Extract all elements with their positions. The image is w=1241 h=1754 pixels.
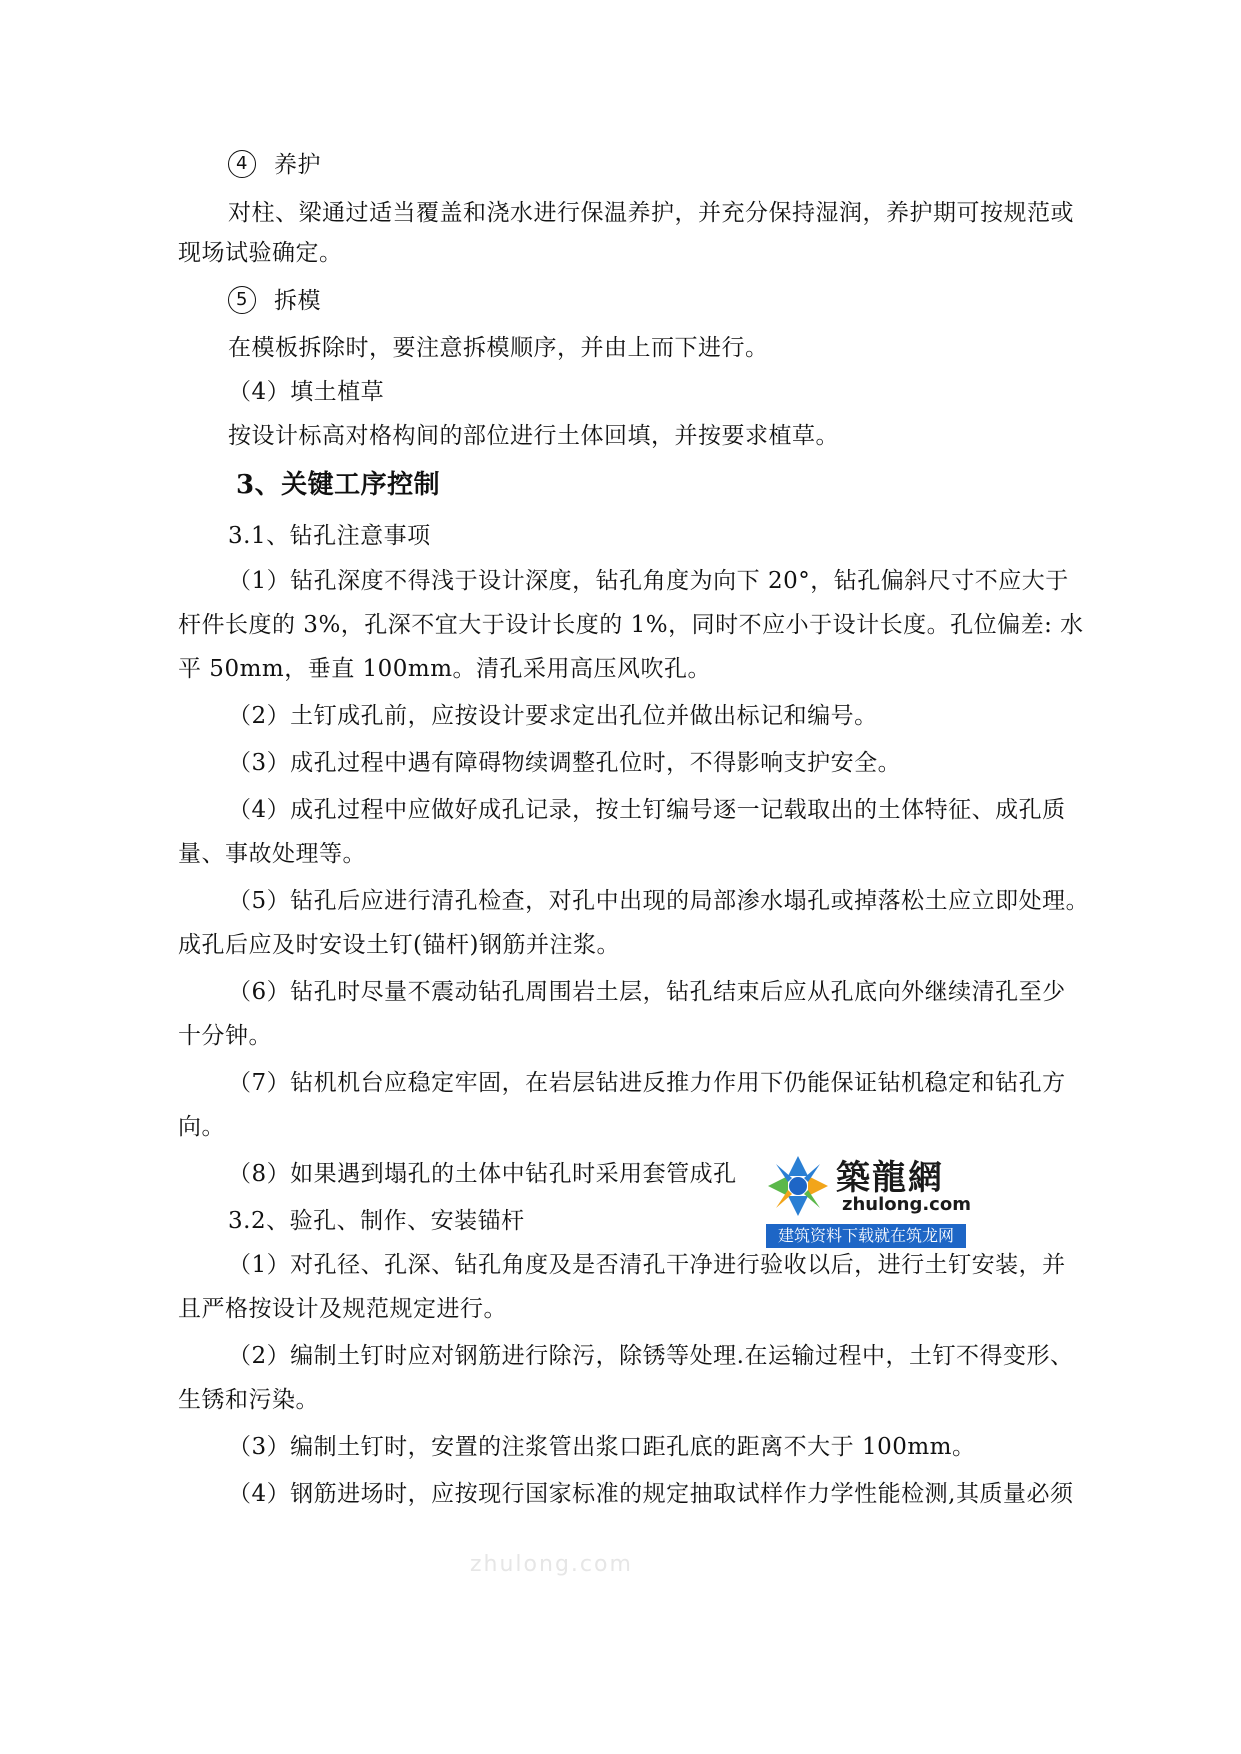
paragraph-line: （7）钻机机台应稳定牢固，在岩层钻进反推力作用下仍能保证钻机稳定和钻孔方 xyxy=(228,1070,1066,1096)
paragraph-line: （1）钻孔深度不得浅于设计深度，钻孔角度为向下 20°，钻孔偏斜尺寸不应大于 xyxy=(228,568,1069,594)
paragraph-line: （8）如果遇到塌孔的土体中钻孔时采用套管成孔 xyxy=(228,1161,737,1187)
paragraph-line: （4）钢筋进场时，应按现行国家标准的规定抽取试样作力学性能检测,其质量必须 xyxy=(228,1481,1074,1507)
section-item-title: 拆模 xyxy=(274,288,321,314)
paragraph-line: 按设计标高对格构间的部位进行土体回填，并按要求植草。 xyxy=(228,423,839,449)
logo-name-en: zhulong.com xyxy=(842,1194,971,1215)
paragraph-line: 在模板拆除时，要注意拆模顺序，并由上而下进行。 xyxy=(228,335,769,361)
paragraph-line: 向。 xyxy=(178,1114,225,1140)
subsection-heading: 3.2、验孔、制作、安装锚杆 xyxy=(228,1208,525,1234)
paragraph-line: 对柱、梁通过适当覆盖和浇水进行保温养护，并充分保持湿润，养护期可按规范或 xyxy=(228,200,1074,226)
section-item-title: 养护 xyxy=(274,152,321,178)
paragraph-line: 杆件长度的 3%，孔深不宜大于设计长度的 1%，同时不应小于设计长度。孔位偏差: 水 xyxy=(178,612,1084,638)
paragraph-line: （6）钻孔时尽量不震动钻孔周围岩土层，钻孔结束后应从孔底向外继续清孔至少 xyxy=(228,979,1066,1005)
paragraph-line: 且严格按设计及规范规定进行。 xyxy=(178,1296,507,1322)
paragraph-line: 成孔后应及时安设土钉(锚杆)钢筋并注浆。 xyxy=(178,932,620,958)
paragraph-line: （3）编制土钉时，安置的注浆管出浆口距孔底的距离不大于 100mm。 xyxy=(228,1434,976,1460)
paragraph-line: 生锈和污染。 xyxy=(178,1387,319,1413)
paragraph-line: 量、事故处理等。 xyxy=(178,841,366,867)
paragraph-line: （2）编制土钉时应对钢筋进行除污，除锈等处理.在运输过程中，土钉不得变形、 xyxy=(228,1343,1074,1369)
paragraph-line: （4）填土植草 xyxy=(228,379,385,405)
section-item-curing xyxy=(228,150,321,180)
logo-slogan: 建筑资料下载就在筑龙网 xyxy=(766,1224,966,1248)
paragraph-line: （2）土钉成孔前，应按设计要求定出孔位并做出标记和编号。 xyxy=(228,703,878,729)
paragraph-line: 十分钟。 xyxy=(178,1023,272,1049)
paragraph-line: （3）成孔过程中遇有障碍物续调整孔位时，不得影响支护安全。 xyxy=(228,750,902,776)
watermark-logo xyxy=(766,1150,971,1250)
paragraph-line: 平 50mm，垂直 100mm。清孔采用高压风吹孔。 xyxy=(178,656,712,682)
paragraph-line: 现场试验确定。 xyxy=(178,240,343,266)
faint-watermark-text: zhulong.com xyxy=(470,1552,633,1577)
circled-number: 5 xyxy=(228,286,256,314)
zhulong-logo-icon xyxy=(766,1154,830,1218)
paragraph-line: （4）成孔过程中应做好成孔记录，按土钉编号逐一记载取出的土体特征、成孔质 xyxy=(228,797,1066,823)
paragraph-line: （5）钻孔后应进行清孔检查，对孔中出现的局部渗水塌孔或掉落松土应立即处理。 xyxy=(228,888,1090,914)
subsection-heading: 3.1、钻孔注意事项 xyxy=(228,523,431,549)
section-item-formwork-removal xyxy=(228,286,321,316)
logo-name-cn: 築龍網 xyxy=(836,1158,944,1198)
section-heading: 3、关键工序控制 xyxy=(236,470,441,500)
circled-number: 4 xyxy=(228,150,256,178)
paragraph-line: （1）对孔径、孔深、钻孔角度及是否清孔干净进行验收以后，进行土钉安装，并 xyxy=(228,1252,1066,1278)
